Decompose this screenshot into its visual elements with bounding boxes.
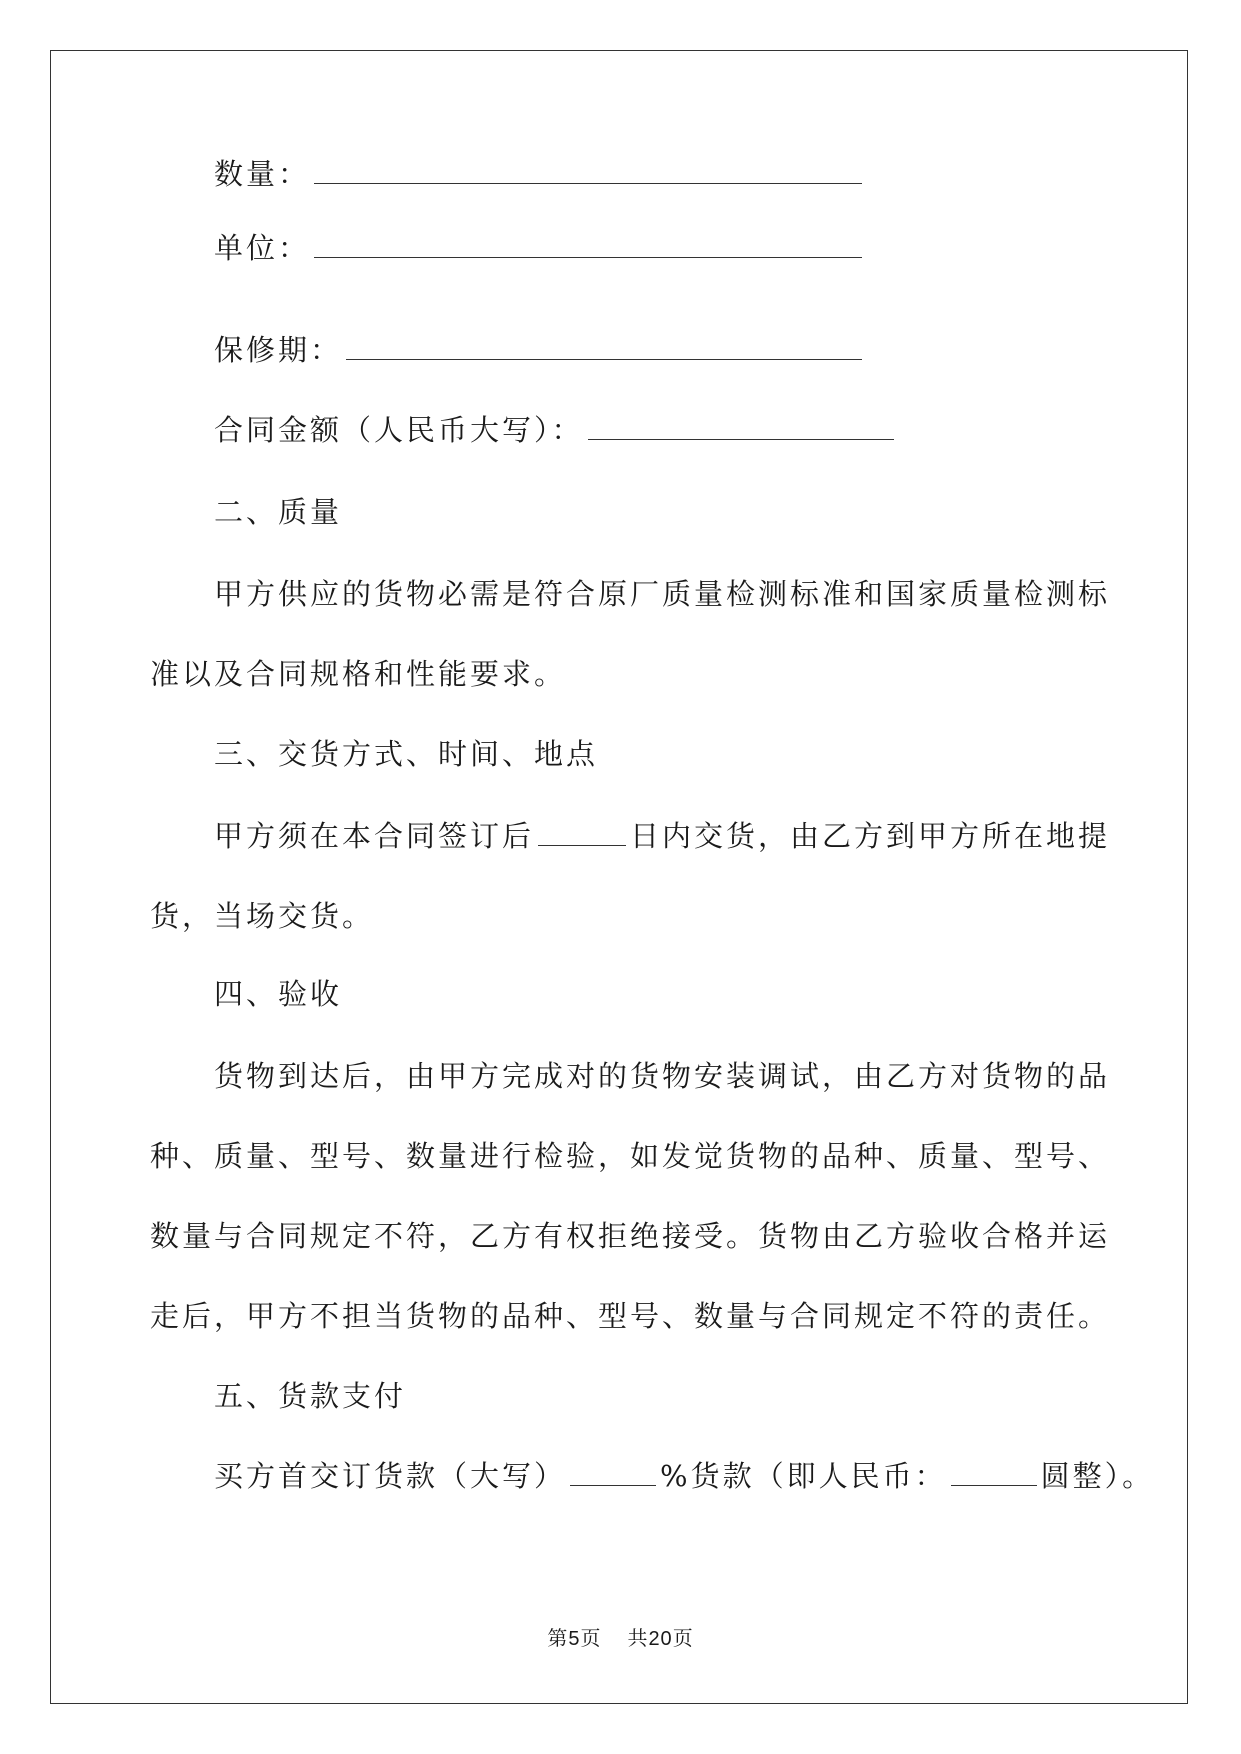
warranty-blank[interactable] [346, 337, 862, 360]
section-delivery-line-1 [214, 819, 1111, 853]
section-delivery-line-2: 货，当场交货。 [150, 899, 375, 933]
section-payment-line-1 [214, 1459, 1155, 1493]
payment-amount-blank[interactable] [951, 1463, 1037, 1486]
footer-page-number: 5 [568, 1628, 581, 1650]
section-payment-heading: 五、货款支付 [214, 1379, 407, 1413]
payment-text-part-1: 买方首交订货款（大写） [214, 1459, 567, 1493]
footer-total-prefix: 共 [627, 1626, 649, 1650]
footer-total-pages: 20 [648, 1628, 673, 1650]
section-acceptance-heading: 四、验收 [214, 977, 343, 1011]
quantity-blank[interactable] [314, 161, 862, 184]
section-acceptance-line-4: 走后，甲方不担当货物的品种、型号、数量与合同规定不符的责任。 [150, 1299, 1111, 1333]
delivery-days-blank[interactable] [538, 823, 626, 846]
delivery-text-before: 甲方须在本合同签订后 [214, 819, 535, 853]
section-delivery-heading: 三、交货方式、时间、地点 [214, 737, 599, 771]
page-footer [0, 1622, 1241, 1651]
unit-blank[interactable] [314, 235, 862, 258]
unit-label: 单位： [214, 231, 311, 265]
footer-page-prefix: 第 [547, 1626, 569, 1650]
warranty-label: 保修期： [214, 333, 343, 367]
payment-text-part-3: 圆整）。 [1040, 1459, 1155, 1493]
section-acceptance-line-1: 货物到达后，由甲方完成对的货物安装调试，由乙方对货物的品 [214, 1059, 1111, 1093]
quantity-field [214, 157, 866, 191]
warranty-field [214, 333, 866, 367]
contract-amount-field [214, 413, 898, 447]
unit-field [214, 231, 866, 265]
payment-percent-blank[interactable] [570, 1463, 656, 1486]
page-frame [50, 50, 1188, 1704]
quantity-label: 数量： [214, 157, 311, 191]
section-acceptance-line-3: 数量与合同规定不符，乙方有权拒绝接受。货物由乙方验收合格并运 [150, 1219, 1111, 1253]
delivery-text-after: 日内交货，由乙方到甲方所在地提 [630, 819, 1111, 853]
section-quality-heading: 二、质量 [214, 495, 343, 529]
section-quality-line-1: 甲方供应的货物必需是符合原厂质量检测标准和国家质量检测标 [214, 577, 1111, 611]
contract-amount-label: 合同金额（人民币大写）： [214, 413, 584, 447]
section-acceptance-line-2: 种、质量、型号、数量进行检验，如发觉货物的品种、质量、型号、 [150, 1139, 1111, 1173]
footer-page-suffix: 页 [580, 1626, 602, 1650]
payment-text-part-2: %货款（即人民币： [660, 1459, 947, 1493]
section-quality-line-2: 准以及合同规格和性能要求。 [150, 657, 567, 691]
footer-total-suffix: 页 [672, 1626, 694, 1650]
contract-amount-blank[interactable] [588, 417, 894, 440]
